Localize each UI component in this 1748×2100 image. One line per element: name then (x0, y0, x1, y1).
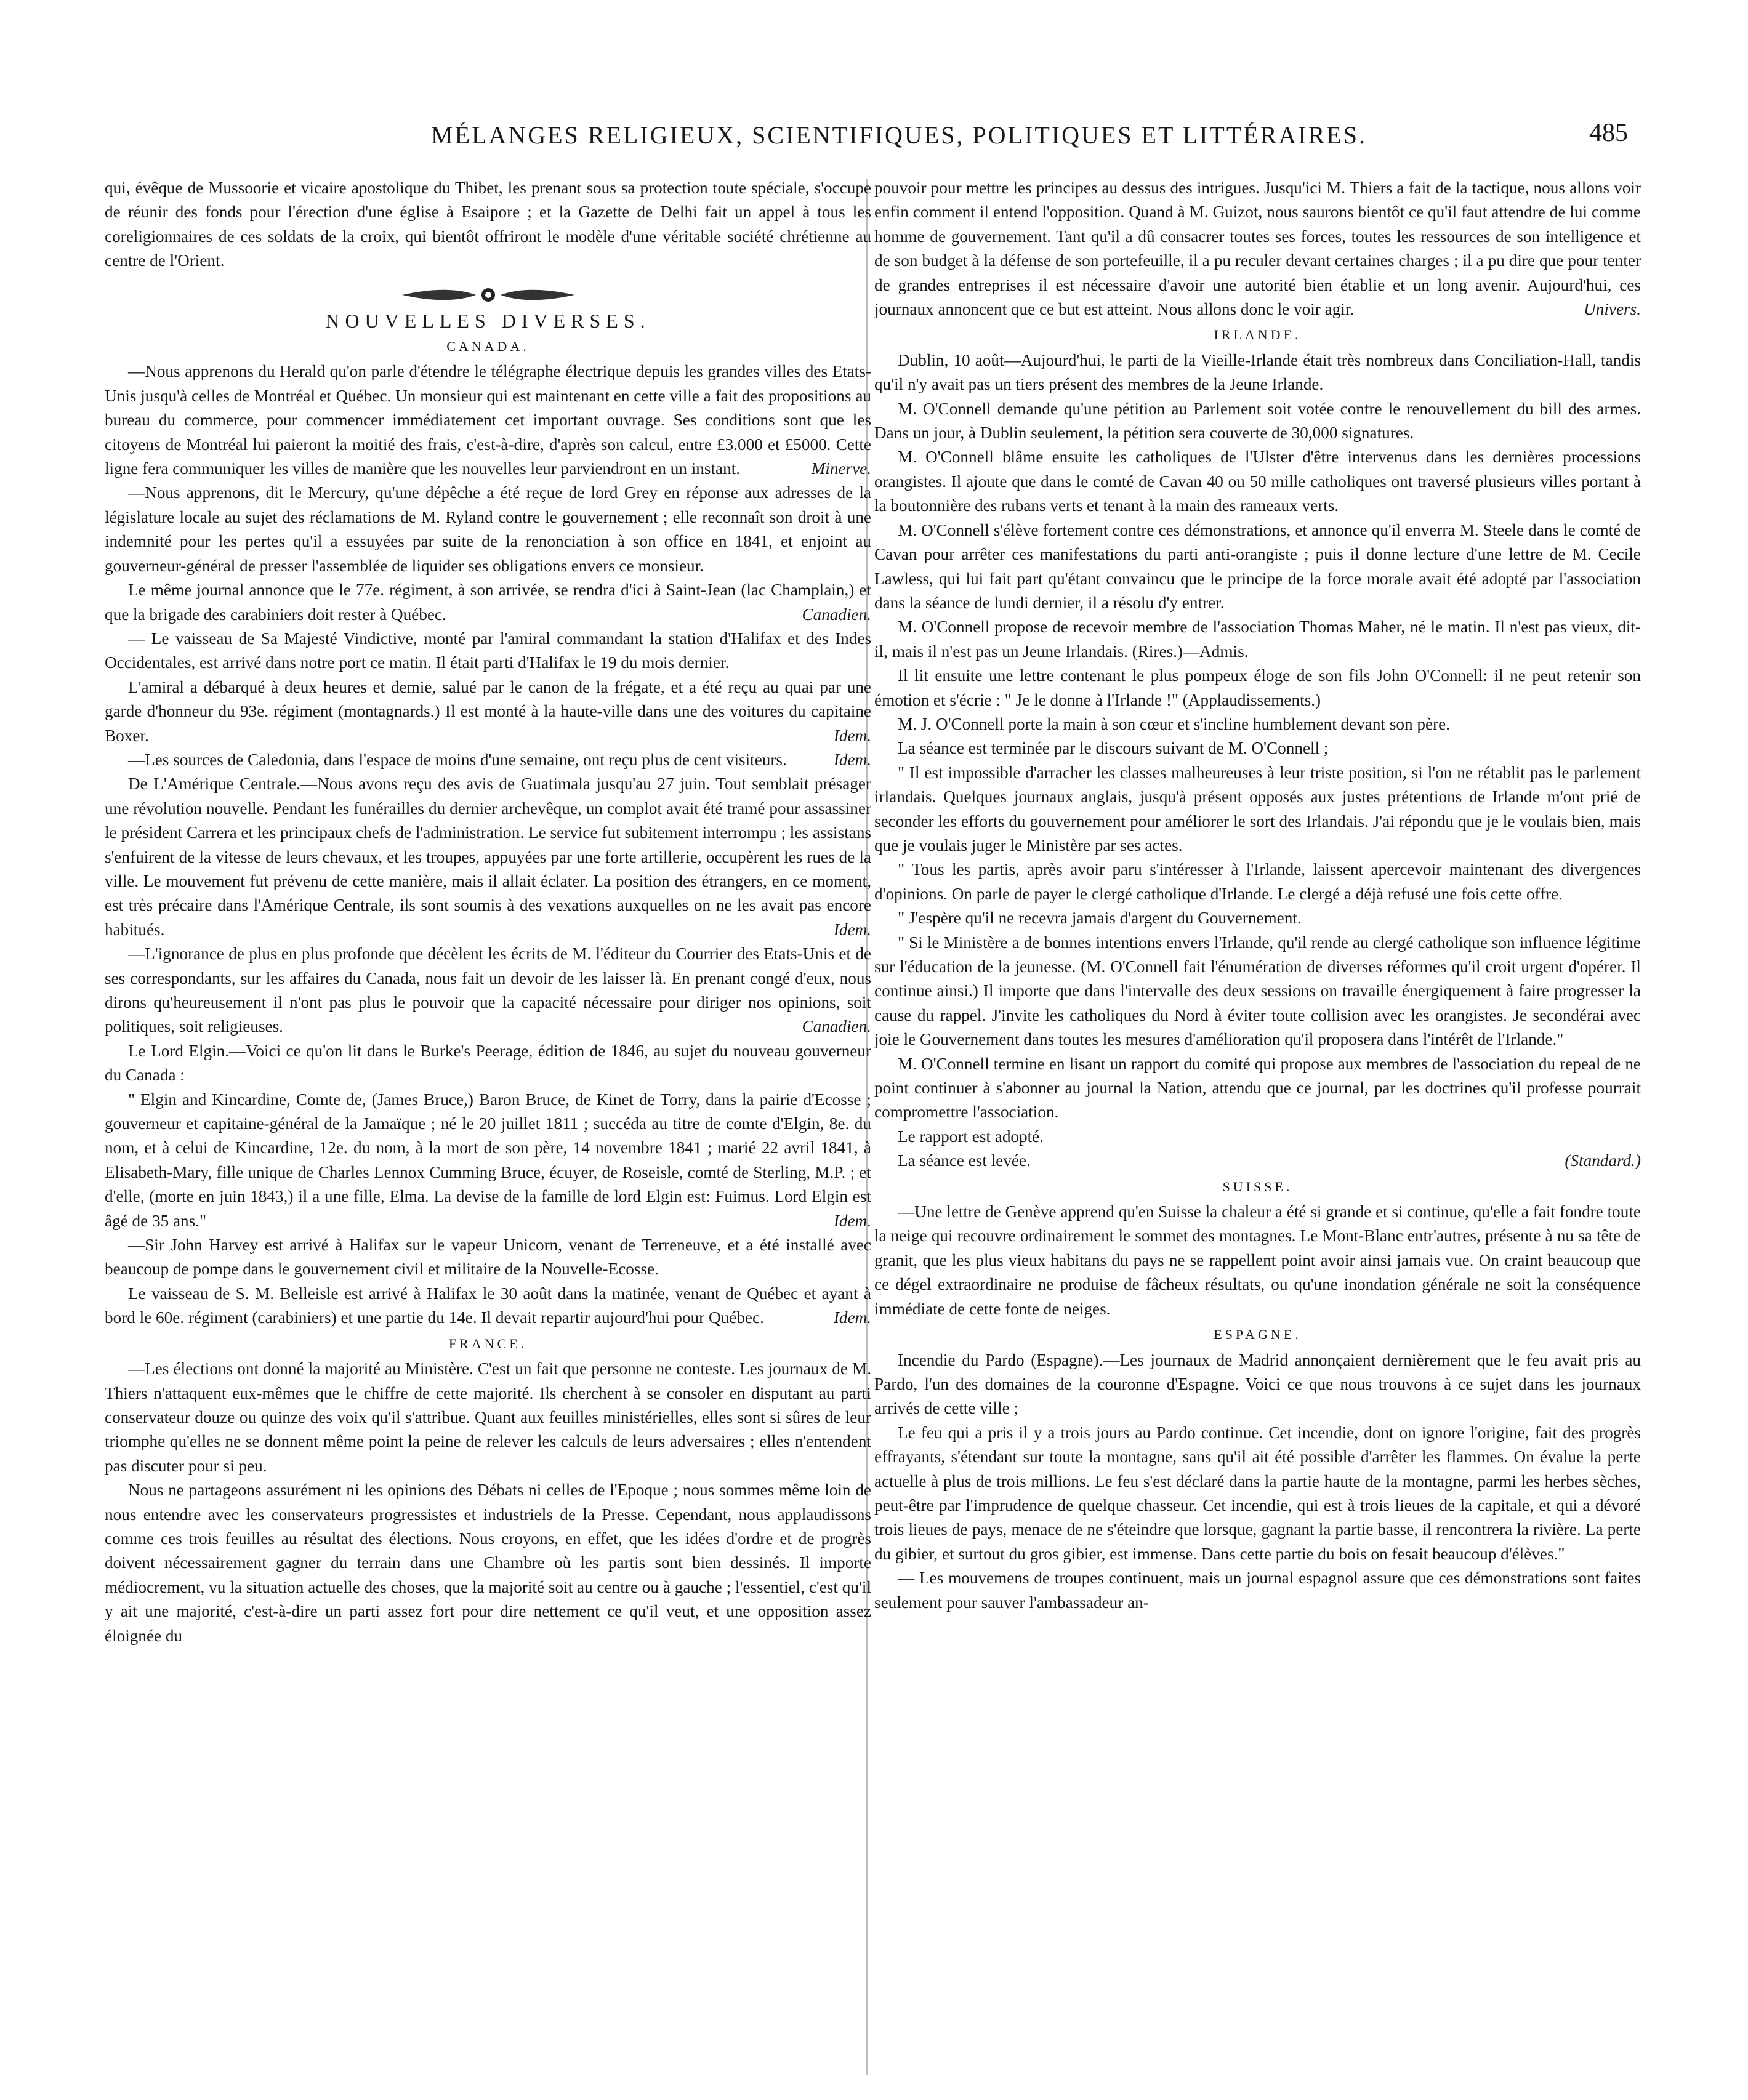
source-attribution: Univers. (1584, 300, 1641, 319)
source-attribution: Idem. (833, 750, 871, 769)
news-paragraph: Dublin, 10 août—Aujourd'hui, le parti de la Vieille-Irlande était très nombreux dans Conciliation-Hall, tandis qu'il n'y avait pas un tiers présent des membres de la Jeune Irlande. (874, 350, 1641, 394)
news-paragraph: Incendie du Pardo (Espagne).—Les journaux de Madrid annonçaient dernièrement que le feu avait pris au Pardo, l'un des domaines de la couronne d'Espagne. Voici ce que nous trouvons à ce sujet dans les journaux arrivés de cette ville ; (874, 1350, 1641, 1418)
france-news (105, 1357, 871, 1648)
news-paragraph: La séance est terminée par le discours suivant de M. O'Connell ; (898, 739, 1329, 758)
news-paragraph: " Tous les partis, après avoir paru s'intéresser à l'Irlande, laissent apercevoir maintenant des divergences d'opinions. On parle de payer le clergé catholique d'Irlande. Le clergé a déjà refusé une fois cette offre. (874, 860, 1641, 903)
news-paragraph: L'amiral a débarqué à deux heures et demie, salué par le canon de la frégate, et a été reçu au quai par une garde d'honneur du 93e. régiment (montagnards.) Il est monté à la haute-ville dans une des voitures du capitaine Boxer. Idem. (105, 675, 871, 748)
news-paragraph: Le même journal annonce que le 77e. régiment, à son arrivée, se rendra d'ici à Saint-Jean (lac Champlain,) et que la brigade des carabiniers doit rester à Québec. Canadien. (105, 578, 871, 627)
news-paragraph: Nous ne partageons assurément ni les opinions des Débats ni celles de l'Epoque ; nous sommes même loin de nous entendre avec les conservateurs progressistes et industriels de la Presse. Cependant, nous applaudissons comme ces trois feuilles au résultat des élections. Nous croyons, en effet, que les idées d'ordre et de progrès doivent nécessairement gagner du terrain dans une Chambre où les partis sont bien dessinés. Il importe médiocrement, vu la situation actuelle des choses, que la majorité soit au centre ou à gauche ; l'essentiel, c'est qu'il y ait une majorité, c'est-à-dire un parti assez fort pour dire nettement ce qu'il veut, et une opposition assez éloignée du (105, 1481, 871, 1645)
news-paragraph: M. O'Connell propose de recevoir membre de l'association Thomas Maher, né le matin. Il n'est pas vieux, dit-il, mais il n'est pas un Jeune Irlandais. (Rires.)—Admis. (874, 618, 1641, 661)
news-paragraph: " Il est impossible d'arracher les classes malheureuses à leur triste position, si l'on ne rétablit pas le parlement irlandais. Quelques journaux anglais, jusqu'à présent opposés aux justes prétentions de Irlande m'ont prié de seconder les efforts du gouvernement pour améliorer le sort des Irlandais. J'ai répondu que je le voulais bien, mais que je voulais juger le Ministère par ses actes. (874, 763, 1641, 855)
canada-news (105, 360, 871, 1330)
news-paragraph: Le rapport est adopté. (898, 1127, 1044, 1146)
page-number: 485 (1589, 119, 1628, 147)
news-paragraph: — Les mouvemens de troupes continuent, mais un journal espagnol assure que ces démonstrations sont faites seulement pour sauver l'ambassadeur an- (874, 1569, 1641, 1612)
news-paragraph: —Les élections ont donné la majorité au Ministère. C'est un fait que personne ne conteste. Les journaux de M. Thiers n'attaquent eux-mêmes que le chiffre de cette majorité. Ils cherchent à se consoler en disputant au parti conservateur douze ou quinze des voix qu'il s'attribue. Quant aux feuilles ministérielles, elles sont si sûres de leur triomphe qu'elles ne se donnent même point la peine de relever les calculs de leurs adversaires ; elles n'entendent pas discuter pour si peu. (105, 1359, 871, 1475)
source-attribution: Minerve. (811, 459, 871, 478)
source-attribution: Idem. (833, 1308, 871, 1327)
canada-heading: CANADA. (446, 339, 530, 355)
news-paragraph: De L'Amérique Centrale.—Nous avons reçu des avis de Guatimala jusqu'au 27 juin. Tout semblait présager une révolution nouvelle. Pendant les funérailles du dernier archevêque, un complot avait été tramé pour assassiner le président Carrera et les principaux chefs de l'administration. Le service fut subitement interrompu ; les assistans s'enfuirent de la vitesse de leurs chevaux, et les troupes, appuyées par une forte artillerie, occupèrent les rues de la ville. Le mouvement fut prévenu de cette manière, mais il allait éclater. La position des étrangers, en ce moment, est très précaire dans l'Amérique Centrale, ils sont soumis à des vexations auxquelles on ne les avait pas encore habitués. Idem. (105, 772, 871, 942)
ornament-divider (396, 284, 581, 305)
news-paragraph: M. O'Connell demande qu'une pétition au Parlement soit votée contre le renouvellement du bill des armes. Dans un jour, à Dublin seulement, la pétition sera couverte de 30,000 signatures. (874, 399, 1641, 443)
news-paragraph: M. O'Connell blâme ensuite les catholiques de l'Ulster d'être intervenus dans les dernières processions orangistes. Il ajoute que dans le comté de Cavan 40 ou 50 mille catholiques ont traversé plusieurs villes portant à la boutonnière des rubans verts et tenant à la main des rameaux verts. (874, 448, 1641, 515)
right-column (874, 176, 1641, 1615)
news-paragraph: Il lit ensuite une lettre contenant le plus pompeux éloge de son fils John O'Connell: il ne peut retenir son émotion et s'écrie : " Je le donne à l'Irlande !" (Applaudissements.) (874, 666, 1641, 709)
news-paragraph: —Les sources de Caledonia, dans l'espace de moins d'une semaine, ont reçu plus de cent visiteurs. Idem. (105, 748, 871, 772)
source-attribution: Idem. (833, 726, 871, 745)
suisse-heading: SUISSE. (1222, 1178, 1293, 1194)
source-attribution: Idem. (833, 1211, 871, 1230)
running-title: MÉLANGES RELIGIEUX, SCIENTIFIQUES, POLITIQUES ET LITTÉRAIRES. (431, 121, 1367, 149)
espagne-news (874, 1348, 1641, 1615)
news-paragraph: — Le vaisseau de Sa Majesté Vindictive, monté par l'amiral commandant la station d'Halifax et des Indes Occidentales, est arrivé dans notre port ce matin. Il était parti d'Halifax le 19 du mois dernier. (105, 629, 871, 672)
news-paragraph: Le Lord Elgin.—Voici ce qu'on lit dans le Burke's Peerage, édition de 1846, au sujet du nouveau gouverneur du Canada : (105, 1041, 871, 1085)
source-attribution: Canadien. (802, 1017, 871, 1036)
news-paragraph: M. O'Connell termine en lisant un rapport du comité qui propose aux membres de l'association du repeal de ne point continuer à s'abonner au journal la Nation, attendu que ce journal, par les doctrines qu'il professe pourrait compromettre l'association. (874, 1054, 1641, 1122)
news-paragraph: " Elgin and Kincardine, Comte de, (James Bruce,) Baron Bruce, de Kinet de Torry, dans la pairie d'Ecosse ; gouverneur et capitaine-général de la Jamaïque ; né le 20 juillet 1811 ; succéda au titre de comte d'Elgin, 8e. du nom, et à celui de Kincardine, 12e. du nom, à la mort de son père, 14 novembre 1841 ; marié 22 avril 1841, à Elisabeth-Mary, fille unique de Charles Lennox Cumming Bruce, écuyer, de Roseisle, comté de Sterling, M.P. ; et d'elle, (morte en juin 1843,) il a une fille, Elma. La devise de la famille de lord Elgin est: Fuimus. Lord Elgin est âgé de 35 ans." Idem. (105, 1088, 871, 1233)
source-attribution: (Standard.) (1565, 1151, 1641, 1170)
source-attribution: Canadien. (802, 605, 871, 624)
news-paragraph: —L'ignorance de plus en plus profonde que décèlent les écrits de M. l'éditeur du Courrier des Etats-Unis et de ses correspondants, sur les affaires du Canada, nous fait un devoir de les laisser là. En prenant congé d'eux, nous dirons qu'heureusement il n'ont pas plus le pouvoir que la capacité nécessaire pour diriger nos opinions, soit politiques, soit religieuses. Canadien. (105, 942, 871, 1039)
section-title: NOUVELLES DIVERSES. (325, 309, 651, 332)
left-column (105, 176, 871, 1648)
news-paragraph: —Une lettre de Genève apprend qu'en Suisse la chaleur a été si grande et si continue, qu'elle a fait fondre toute la neige qui recouvre ordinairement le sommet des montagnes. Le Mont-Blanc entr'autres, présente à nu sa tête de granit, que les plus vieux habitans du pays ne se rappellent point avoir ainsi jamais vue. On craint beaucoup que ce dégel extraordinaire ne produise de fâcheux résultats, ou qu'une inondation générale ne soit la conséquence immédiate de cette fonte de neiges. (874, 1202, 1641, 1318)
news-paragraph: " J'espère qu'il ne recevra jamais d'argent du Gouvernement. (898, 909, 1302, 928)
suisse-news (874, 1200, 1641, 1321)
news-paragraph: Le vaisseau de S. M. Belleisle est arrivé à Halifax le 30 août dans la matinée, venant de Québec et ayant à bord le 60e. régiment (carabiniers) et une partie du 14e. Il devait repartir aujourd'hui pour Québec. Idem. (105, 1282, 871, 1330)
news-paragraph: " Si le Ministère a de bonnes intentions envers l'Irlande, qu'il rende au clergé catholique son influence légitime sur l'éducation de la jeunesse. (M. O'Connell fait l'énumération de diverses réformes qu'il croit urgent d'opérer. Il continue ainsi.) Il importe que dans l'intervalle des deux sessions on travaille énergiquement à faire progresser la cause du rappel. J'invite les catholiques du Nord à éviter toute collision avec les orangistes. Je secondérai avec joie le Gouvernement dans toutes les mesures d'amélioration qu'il proposera dans l'intérêt de l'Irlande." (874, 933, 1641, 1049)
irlande-news (874, 348, 1641, 1173)
news-paragraph: —Nous apprenons, dit le Mercury, qu'une dépêche a été reçue de lord Grey en réponse aux adresses de la législature locale au sujet des réclamations de M. Ryland contre le gouvernement ; elle reconnaît son droit à une indemnité pour les pertes qu'il a essuyées par suite de la renonciation à son office en 1841, et enjoint au gouverneur-général de presser l'assemblée de liquider ses obligations envers ce monsieur. (105, 483, 871, 575)
irlande-heading: IRLANDE. (1214, 327, 1302, 343)
news-paragraph: —Nous apprenons du Herald qu'on parle d'étendre le télégraphe électrique depuis les grandes villes des Etats-Unis jusqu'à celles de Montréal et Québec. Un monsieur qui est maintenant en cette ville a fait des propositions au bureau du commerce, pour commencer immédiatement cet important ouvrage. Ses conditions sont que les citoyens de Montréal lui paieront la moitié des frais, c'est-à-dire, d'après son calcul, entre £3.000 et £5000. Cette ligne fera communiquer les villes de manière que les nouvelles leur parviendront en un instant. Minerve. (105, 360, 871, 481)
news-paragraph: M. J. O'Connell porte la main à son cœur et s'incline humblement devant son père. (898, 714, 1450, 733)
france-heading: FRANCE. (448, 1335, 528, 1351)
news-paragraph: Le feu qui a pris il y a trois jours au Pardo continue. Cet incendie, dont on ignore l'origine, fait des progrès effrayants, s'étendant sur toute la montagne, sans qu'il ait été possible d'arrêter les flammes. On évalue la perte actuelle à plus de trois millions. Le feu s'est déclaré dans la partie haute de la montagne, parmi les herbes sèches, peut-être par l'imprudence de quelque chasseur. Cet incendie, qui est à trois lieues de la capitale, et qui a dévoré trois lieues de pays, menace de ne s'éteindre que lorsque, gagnant la partie basse, il rencontrera la rivière. La perte du gibier, et surtout du gros gibier, est immense. Dans cette partie du bois on fesait beaucoup d'élèves." (874, 1423, 1641, 1563)
espagne-heading: ESPAGNE. (1214, 1327, 1302, 1343)
source-attribution: Idem. (833, 920, 871, 939)
news-paragraph: —Sir John Harvey est arrivé à Halifax sur le vapeur Unicorn, venant de Terreneuve, et a été installé avec beaucoup de pompe dans le gouvernement civil et militaire de la Nouvelle-Ecosse. (105, 1236, 871, 1279)
intro-paragraph: pouvoir pour mettre les principes au dessus des intrigues. Jusqu'ici M. Thiers a fait de la tactique, nous allons voir enfin comment il entend l'opposition. Quand à M. Guizot, nous saurons bientôt ce qu'il faut attendre de lui comme homme de gouvernement. Tant qu'il a dû consacrer toutes ses forces, toutes les ressources de son intelligence et de son budget à la défense de son portefeuille, il a pu reculer devant certaines charges ; il a pu dire que pour tenter de grandes entreprises il est nécessaire d'avoir une autorité bien établie et un long avenir. Aujourd'hui, ces journaux annoncent que ce but est atteint. Nous allons donc le voir agir. Univers. (874, 176, 1641, 321)
intro-paragraph: qui, évêque de Mussoorie et vicaire apostolique du Thibet, les prenant sous sa protection toute spéciale, s'occupe de réunir des fonds pour l'érection d'une église à Esaipore ; et la Gazette de Delhi fait un appel à tous les coreligionnaires de ces soldats de la croix, qui bientôt offriront le modèle d'une véritable société chrétienne au centre de l'Orient. (105, 179, 871, 270)
news-paragraph: La séance est levée. (Standard.) (874, 1149, 1641, 1173)
news-paragraph: M. O'Connell s'élève fortement contre ces démonstrations, et annonce qu'il enverra M. Steele dans le comté de Cavan pour arrêter ces manifestations du parti anti-orangiste ; puis il donne lecture d'une lettre de M. Cecile Lawless, qui lui fait part qu'étant convaincu que le principe de la force morale avait été adopté par l'association dans la séance de lundi dernier, il a résolu d'y entrer. (874, 520, 1641, 612)
